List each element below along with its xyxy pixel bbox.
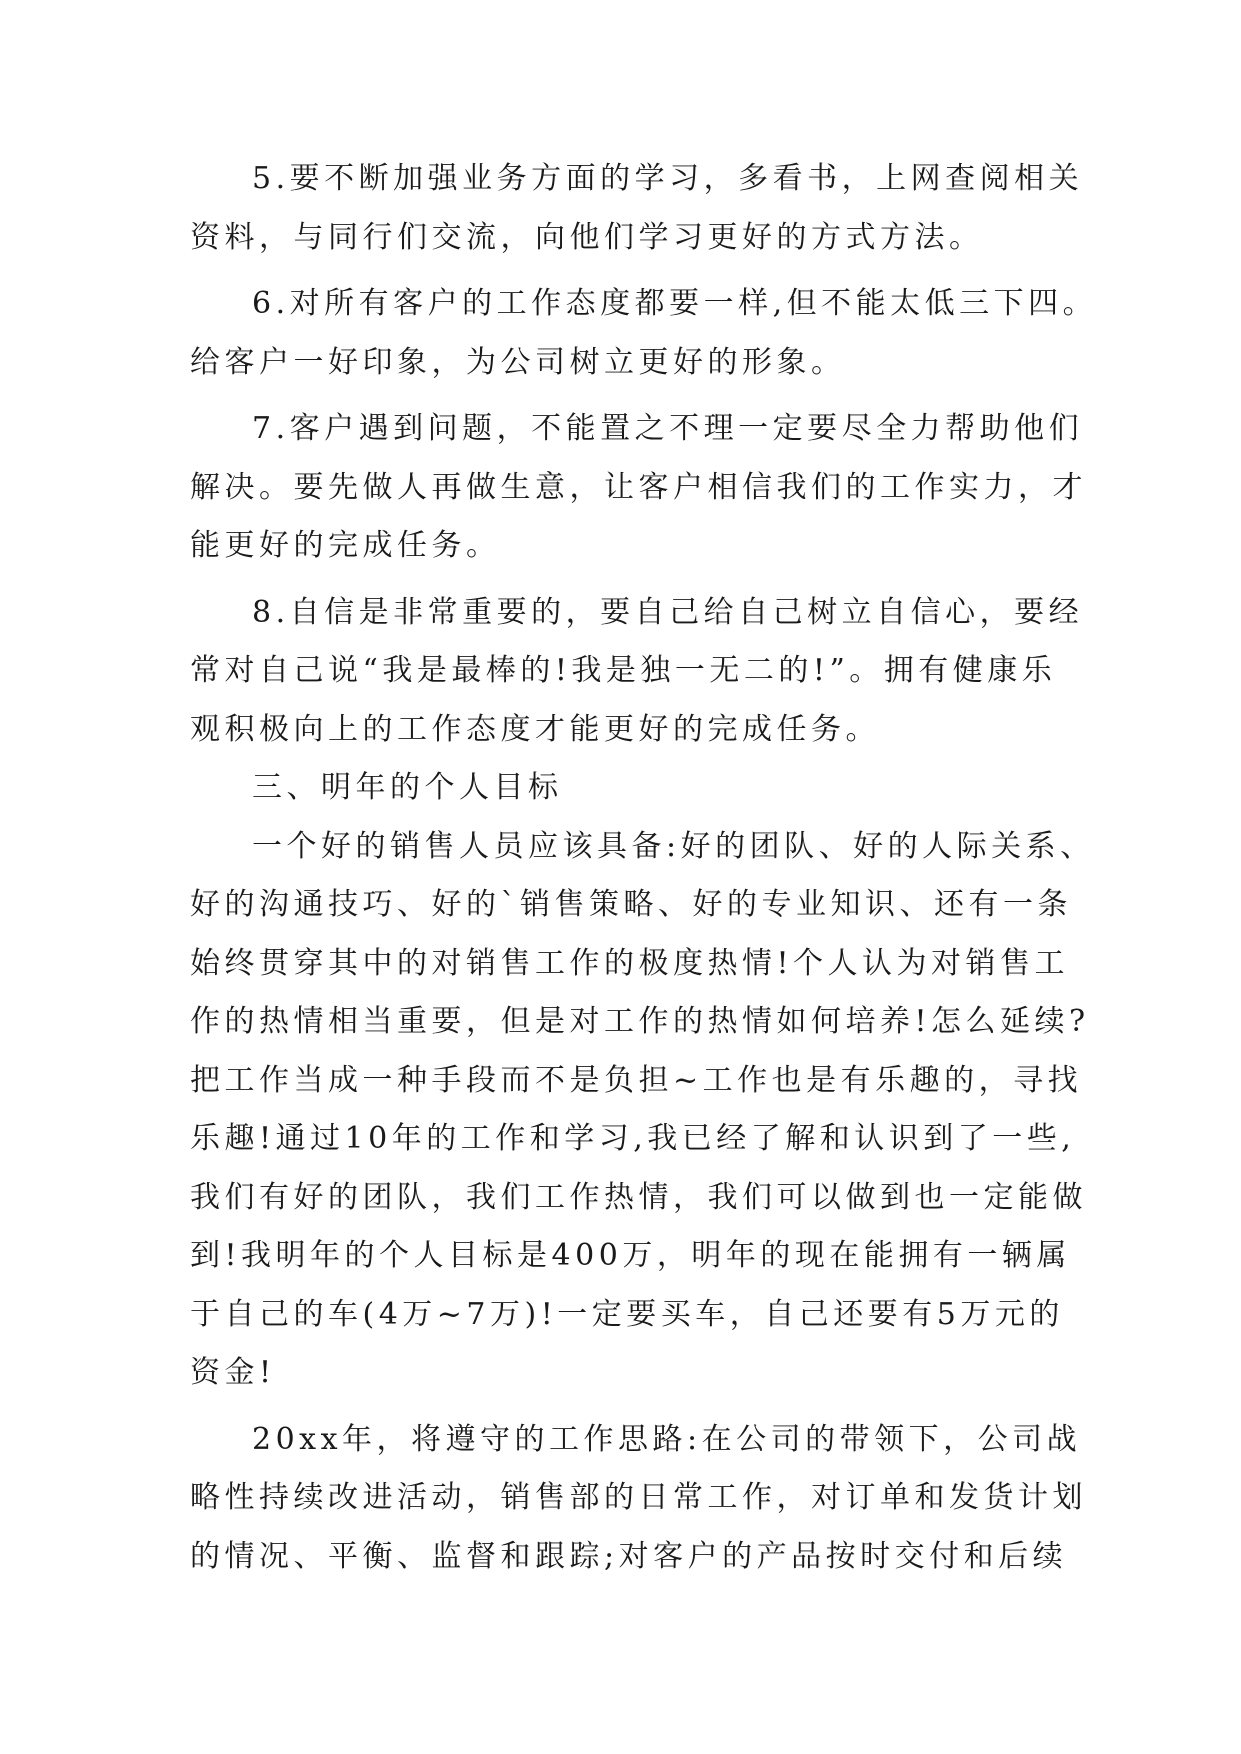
paragraph-8-line-2: 常对自己说“我是最棒的!我是独一无二的!”。拥有健康乐 (190, 653, 1057, 688)
goal-paragraph-line-2: 好的沟通技巧、好的`销售策略、好的专业知识、还有一条 (190, 887, 1072, 922)
paragraph-5-line-1: 5.要不断加强业务方面的学习，多看书，上网查阅相关 (252, 161, 1084, 196)
goal-paragraph-line-4: 作的热情相当重要，但是对工作的热情如何培养!怎么延续? (190, 1004, 1090, 1039)
plan-paragraph-line-1: 20xx年，将遵守的工作思路:在公司的带领下，公司战 (252, 1421, 1082, 1457)
plan-paragraph-line-2: 略性持续改进活动，销售部的日常工作，对订单和发货计划 (190, 1480, 1087, 1515)
paragraph-8-line-1: 8.自信是非常重要的，要自己给自己树立自信心，要经 (252, 594, 1084, 630)
paragraph-gap (190, 392, 1070, 400)
goal-paragraph-line-9: 于自己的车(4万~7万)!一定要买车，自己还要有5万元的 (190, 1296, 1064, 1332)
paragraph-5-line-2: 资料，与同行们交流，向他们学习更好的方式方法。 (190, 219, 984, 255)
paragraph-8-line-3: 观积极向上的工作态度才能更好的完成任务。 (190, 711, 880, 747)
paragraph-7-line-3: 能更好的完成任务。 (190, 528, 501, 563)
paragraph-6-line-1: 6.对所有客户的工作态度都要一样,但不能太低三下四。 (252, 286, 1098, 321)
paragraph-7-line-1: 7.客户遇到问题，不能置之不理一定要尽全力帮助他们 (252, 411, 1084, 446)
paragraph-gap (190, 1403, 1070, 1411)
goal-paragraph-line-3: 始终贯穿其中的对销售工作的极度热情!个人认为对销售工 (190, 945, 1070, 981)
paragraph-gap (190, 267, 1070, 275)
paragraph-7-line-2: 解决。要先做人再做生意，让客户相信我们的工作实力，才 (190, 469, 1087, 505)
goal-paragraph-line-7: 我们有好的团队，我们工作热情，我们可以做到也一定能做 (190, 1179, 1087, 1215)
plan-paragraph-line-3: 的情况、平衡、监督和跟踪;对客户的产品按时交付和后续 (190, 1538, 1068, 1574)
goal-paragraph-line-10: 资金! (190, 1355, 276, 1390)
goal-paragraph-line-8: 到!我明年的个人目标是400万，明年的现在能拥有一辆属 (190, 1238, 1071, 1273)
goal-paragraph-line-1: 一个好的销售人员应该具备:好的团队、好的人际关系、 (252, 828, 1095, 864)
goal-paragraph-line-5: 把工作当成一种手段而不是负担~工作也是有乐趣的，寻找 (190, 1062, 1083, 1098)
goal-paragraph-line-6: 乐趣!通过10年的工作和学习,我已经了解和认识到了一些, (190, 1121, 1076, 1156)
paragraph-6-line-2: 给客户一好印象，为公司树立更好的形象。 (190, 344, 846, 380)
paragraph-gap (190, 576, 1070, 584)
section-heading: 三、明年的个人目标 (252, 770, 563, 805)
document-body (190, 150, 1098, 1586)
